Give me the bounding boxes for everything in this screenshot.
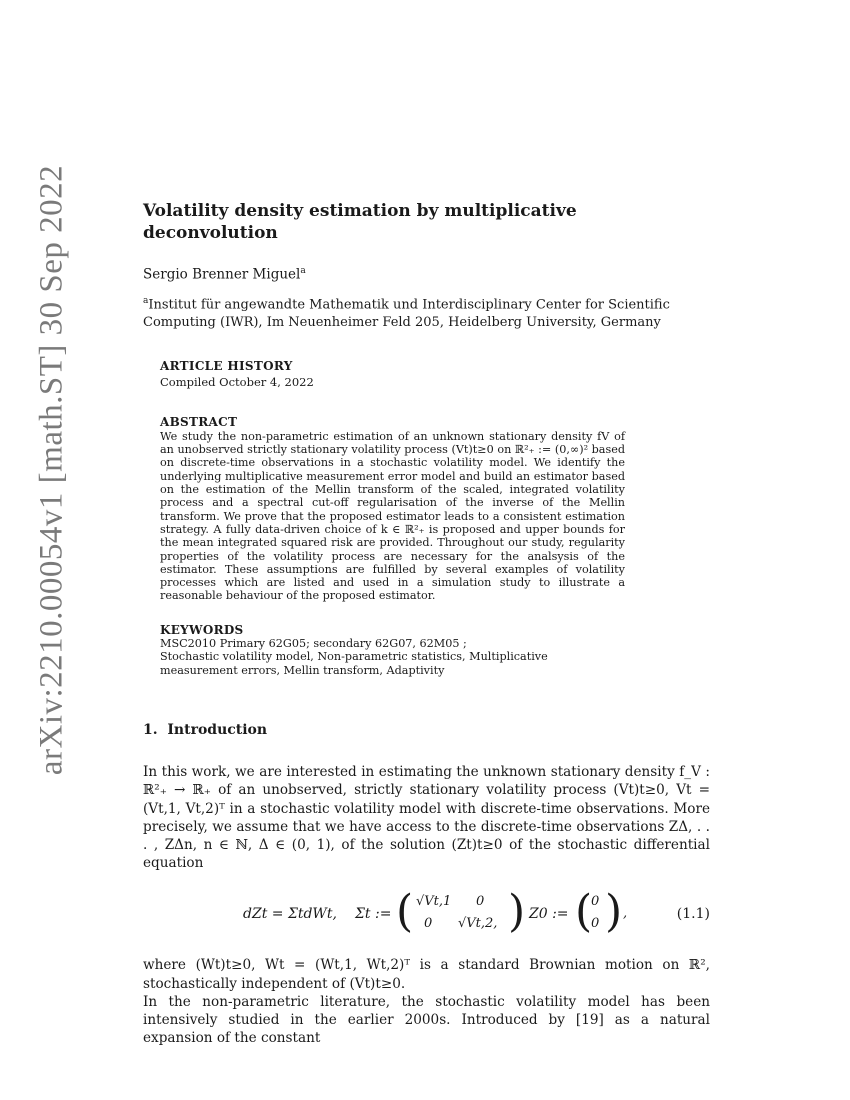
matrix-cell-22: √Vt,2, [458,916,498,932]
keywords-label: KEYWORDS [160,622,244,637]
author-name: Sergio Brenner Miguel [143,266,301,283]
equation-z0-def: Z0 := [529,906,569,923]
equation-number: (1.1) [676,906,710,923]
vector-cell-2: 0 [591,916,600,932]
article-history [160,359,625,389]
paper-title: Volatility density estimation by multiplicative deconvolution [143,201,577,243]
matrix-cell-21: 0 [424,916,433,932]
affiliation-text: Institut für angewandte Mathematik und Interdisciplinary Center for Scientific Computing (IWR), Im Neuenheimer Feld 205, Heidelberg University, Germany [143,296,670,330]
abstract [160,415,625,603]
history-label: ARTICLE HISTORY [160,358,293,373]
paragraph-3: In the non-parametric literature, the stochastic volatility model has been intensively studied in the earlier 2000s. Introduced by [19] as a natural expansion of the constant [143,993,710,1047]
section-title: Introduction [167,722,268,739]
vector-cell-1: 0 [591,894,600,910]
compiled-date: Compiled October 4, 2022 [160,374,314,389]
author-line [143,266,710,283]
paragraph-1: In this work, we are interested in estimating the unknown stationary density f_V : ℝ²₊ → ℝ₊ of an unobserved, strictly stationary volatility process (Vt)t≥0, Vt = (Vt,1, Vt,2)ᵀ in a stochastic volatility model with discrete-time observations. More precisely, we assume that we have access to the discrete-time observations ZΔ, . . . , ZΔn, n ∈ ℕ, Δ ∈ (0, 1), of the solution (Zt)t≥0 of the stochastic differential equation [143,764,710,872]
equation-lhs: dZt = ΣtdWt, [243,906,337,923]
arxiv-side-stamp: arXiv:2210.00054v1 [math.ST] 30 Sep 2022 [33,164,70,776]
abstract-label: ABSTRACT [160,414,238,429]
equation-sigma-def: Σt := [355,906,392,923]
affil-mark: a [143,295,149,306]
paper-page [143,200,710,1047]
keyword-terms: Stochastic volatility model, Non-parametric statistics, Multiplicative measurement errors, Mellin transform, Adaptivity [160,650,548,677]
matrix-cell-11: √Vt,1 [416,894,452,910]
section-number: 1. [143,722,158,739]
affiliation [143,292,710,332]
author-affil-mark: a [300,266,306,276]
equation-trailing-comma: , [623,906,628,922]
matrix-cell-12: 0 [476,894,485,910]
paragraph-2: where (Wt)t≥0, Wt = (Wt,1, Wt,2)ᵀ is a standard Brownian motion on ℝ², stochastically independent of (Vt)t≥0. [143,957,710,992]
abstract-text: We study the non-parametric estimation of an unknown stationary density fV of an unobserved strictly stationary volatility process (Vt)t≥0 on ℝ²₊ := (0,∞)² based on discrete-time observations in a stochastic volatility model. We identify the underlying multiplicative measurement error model and build an estimator based on the estimation of the Mellin transform of the scaled, integrated volatility process and a spectral cut-off regularisation of the inverse of the Mellin transform. We prove that the proposed estimator leads to a consistent estimation strategy. A fully data-driven choice of k ∈ ℝ²₊ is proposed and upper bounds for the mean integrated squared risk are provided. Throughout our study, regularity properties of the volatility process are necessary for the analsysis of the estimator. These assumptions are fulfilled by several examples of volatility processes which are listed and used in a simulation study to illustrate a reasonable behaviour of the proposed estimator. [160,429,625,603]
equation-1-1: dZt = ΣtdWt, Σt := ( √Vt,1 0 0 √Vt,2, ) Z0 := ( 0 0 ) , (1.1) [243,886,710,938]
keywords [160,623,625,678]
msc-classification: MSC2010 Primary 62G05; secondary 62G07, 62M05 ; [160,636,467,650]
section-heading-introduction [143,722,710,738]
